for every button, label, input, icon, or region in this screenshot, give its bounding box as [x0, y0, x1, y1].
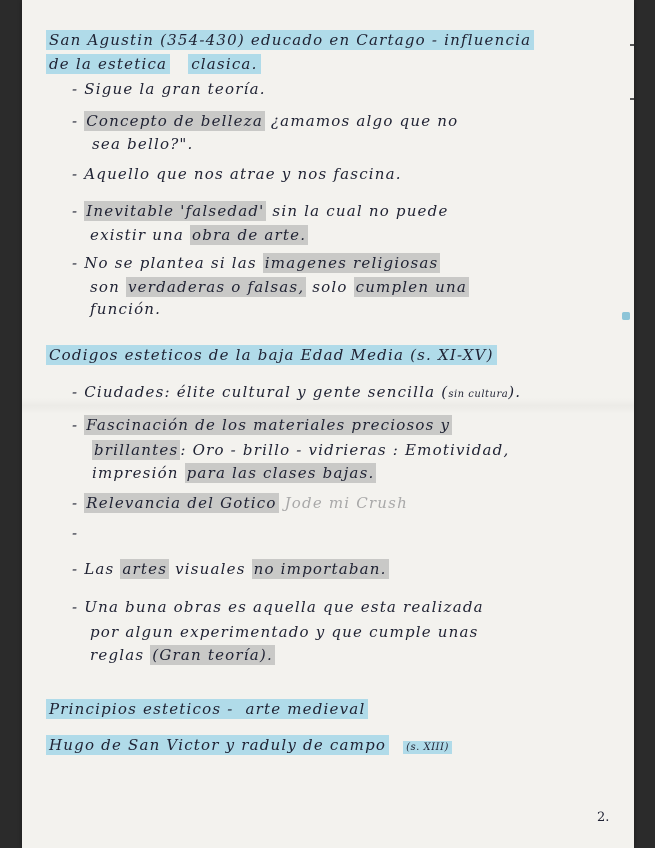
note-line: - [72, 524, 79, 542]
highlight: artes [122, 560, 168, 578]
note-text: solo [306, 278, 354, 296]
note-line [92, 464, 376, 482]
highlight: (Gran teoría). [152, 646, 273, 664]
highlight: imagenes religiosas [264, 254, 439, 272]
bullet: - [72, 416, 85, 434]
notebook-page [22, 0, 634, 848]
note-text: son [90, 278, 126, 296]
note-text: - Ciudades: élite cultural y gente sencilla ( [72, 383, 449, 401]
note-text: ). [508, 383, 522, 401]
bullet: - [72, 112, 85, 130]
note-line [72, 494, 408, 512]
highlight: Inevitable 'falsedad' [86, 202, 265, 220]
note-text: impresión [92, 464, 185, 482]
bullet: - [72, 494, 85, 512]
note-line [90, 278, 469, 296]
note-line [72, 202, 449, 220]
section-heading: Codigos esteticos de la baja Edad Media (s. XI-XV) [46, 345, 497, 365]
page-number: 2. [597, 810, 610, 825]
note-line [72, 254, 440, 272]
note-text: - Las [72, 560, 121, 578]
note-text: reglas [90, 646, 151, 664]
highlight: verdaderas o falsas, [127, 278, 305, 296]
note-line: San Agustin (354-430) educado en Cartago - influencia [46, 30, 534, 50]
note-text: : Oro - brillo - vidrieras : Emotividad, [180, 441, 510, 459]
note-line [72, 560, 389, 578]
note-text: existir una [90, 226, 191, 244]
note-line [92, 441, 509, 459]
section-heading [46, 736, 452, 754]
highlight: brillantes [94, 441, 179, 459]
note-line [72, 383, 521, 401]
highlight: de la estetica [46, 54, 170, 74]
page-edge-mark [630, 98, 634, 100]
highlight: Principios esteticos - [46, 699, 242, 719]
note-line: por algun experimentado y que cumple unas [90, 623, 479, 641]
highlighter-bleed [622, 312, 630, 320]
highlight: clasica. [188, 54, 260, 74]
note-text: - No se plantea si las [72, 254, 263, 272]
section-heading [46, 700, 368, 718]
highlight: arte medieval [242, 699, 368, 719]
note-text: sin la cual no puede [266, 202, 449, 220]
highlight: (s. XIII) [403, 741, 452, 754]
note-line: - Una buna obras es aquella que esta realizada [72, 598, 484, 616]
highlight: Relevancia del Gotico [86, 494, 277, 512]
bullet: - [72, 202, 85, 220]
highlight: cumplen una [355, 278, 468, 296]
note-line: - Sigue la gran teoría. [72, 80, 266, 98]
note-line [90, 226, 308, 244]
note-text: sin cultura [448, 389, 509, 400]
highlight: Hugo de San Victor y raduly de campo [46, 735, 389, 755]
note-text: visuales [169, 560, 252, 578]
note-line [72, 416, 452, 434]
highlight: no importaban. [253, 560, 387, 578]
note-line [90, 646, 275, 664]
highlight: Concepto de belleza [86, 112, 263, 130]
highlight: Fascinación de los materiales preciosos y [86, 416, 451, 434]
note-line [46, 55, 261, 73]
highlight: para las clases bajas. [186, 464, 375, 482]
note-line: sea bello?". [92, 135, 194, 153]
page-edge-mark [630, 44, 634, 46]
note-line: - Aquello que nos atrae y nos fascina. [72, 165, 402, 183]
note-line: función. [90, 300, 162, 318]
highlight: obra de arte. [192, 226, 307, 244]
faint-scribble: Jode mi Crush [278, 494, 408, 512]
note-text: ¿amamos algo que no [264, 112, 459, 130]
note-line [72, 112, 458, 130]
